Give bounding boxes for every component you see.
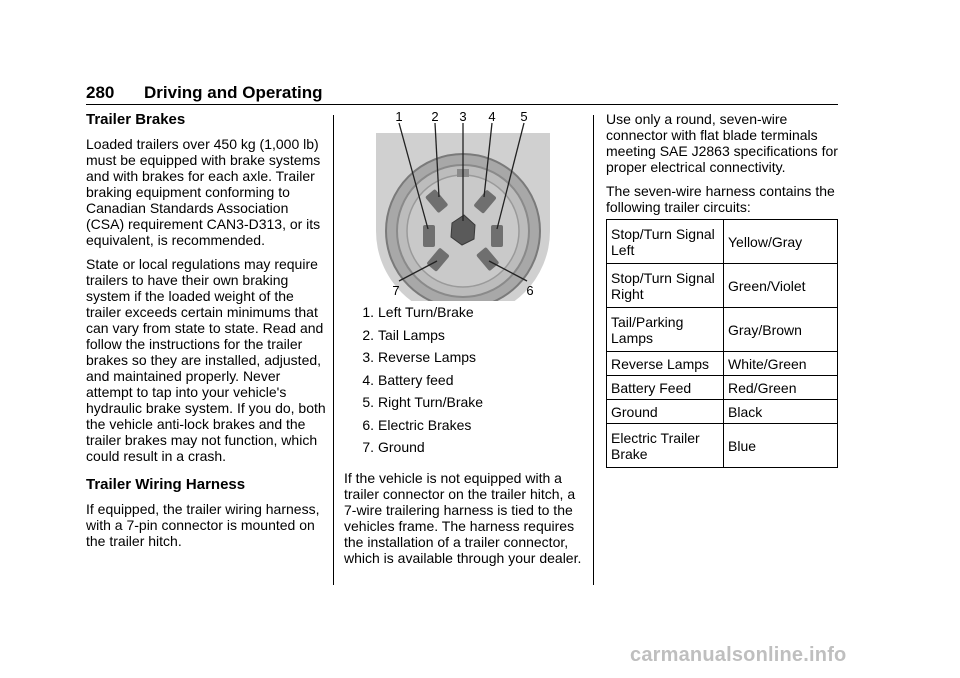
list-item: 3. Reverse Lamps: [362, 349, 477, 365]
list-item: 6. Electric Brakes: [362, 416, 472, 433]
connector-spec-para: Use only a round, seven-wire connector with flat blade terminals meeting SAE J2863 specifications for proper electrical connectivity.: [606, 111, 838, 175]
table-row: Battery Feed Red/Green: [607, 376, 838, 400]
list-item: 4. Battery feed: [362, 371, 454, 388]
wiring-harness-heading: Trailer Wiring Harness: [86, 476, 246, 493]
connector-figure: [344, 111, 586, 301]
callout-7: 7: [392, 283, 400, 298]
list-item: 7. Ground: [362, 439, 425, 455]
callout-1: 1: [395, 111, 403, 124]
callout-5: 5: [520, 111, 528, 124]
pin-1: [423, 225, 435, 247]
table-row: Ground Black: [607, 400, 838, 424]
callout-6: 6: [526, 283, 534, 298]
callout-2: 2: [431, 111, 439, 124]
trailer-brakes-heading: Trailer Brakes: [86, 111, 186, 128]
harness-circuits-intro: The seven-wire harness contains the following trailer circuits:: [606, 183, 835, 215]
table-row: Stop/Turn Signal Right Green/Violet: [607, 264, 838, 308]
table-row: Stop/Turn Signal Left Yellow/Gray: [607, 220, 838, 264]
table-row: Reverse Lamps White/Green: [607, 352, 838, 376]
page-number: 280: [86, 83, 115, 102]
callout-4: 4: [488, 111, 496, 124]
column-divider-left: [333, 115, 334, 585]
no-connector-para: If the vehicle is not equipped with a trailer connector on the trailer hitch, a 7-wire trailering harness is tied to the vehicles frame. The harness requires the installation of a trailer connector, which is available through your dealer.: [344, 469, 582, 566]
column-divider-right: [593, 115, 594, 585]
callout-3: 3: [459, 111, 467, 124]
list-item: 5. Right Turn/Brake: [362, 394, 484, 410]
trailer-brakes-para-2: State or local regulations may require trailers to have their own braking system if the loaded weight of the trailer exceeds certain minimums that can vary from state to state. Read and follow the instructions for the trailer brakes so they are installed, adjusted, and maintained properly. Never attempt to tap into your vehicle's hydraulic brake system. If you do, both the vehicle anti-lock brakes and the trailer brakes may not function, which could result in a crash.: [86, 256, 326, 464]
column-middle: [344, 111, 586, 574]
list-item: 1. Left Turn/Brake: [362, 304, 474, 320]
watermark: carmanualsonline.info: [630, 644, 847, 666]
table-row: Tail/Parking Lamps Gray/Brown: [607, 308, 838, 352]
seven-pin-connector-diagram: [344, 111, 586, 301]
circuits-table: [606, 219, 838, 468]
page-header: [86, 82, 838, 104]
pin-list: [344, 304, 586, 462]
trailer-brakes-para-1: Loaded trailers over 450 kg (1,000 lb) must be equipped with brake systems and with brakes for each axle. Trailer braking equipment conforming to Canadian Standards Association (CSA) requirement CAN3-D313, or its equivalent, is recommended.: [86, 136, 321, 248]
list-item: 2. Tail Lamps: [362, 326, 445, 343]
section-title: Driving and Operating: [144, 83, 323, 102]
column-left: [86, 111, 326, 557]
table-row: Electric Trailer Brake Blue: [607, 424, 838, 468]
column-right: [606, 111, 838, 468]
header-rule: [86, 104, 838, 105]
wiring-harness-para-1: If equipped, the trailer wiring harness, with a 7-pin connector is mounted on the trailer hitch.: [86, 501, 320, 549]
